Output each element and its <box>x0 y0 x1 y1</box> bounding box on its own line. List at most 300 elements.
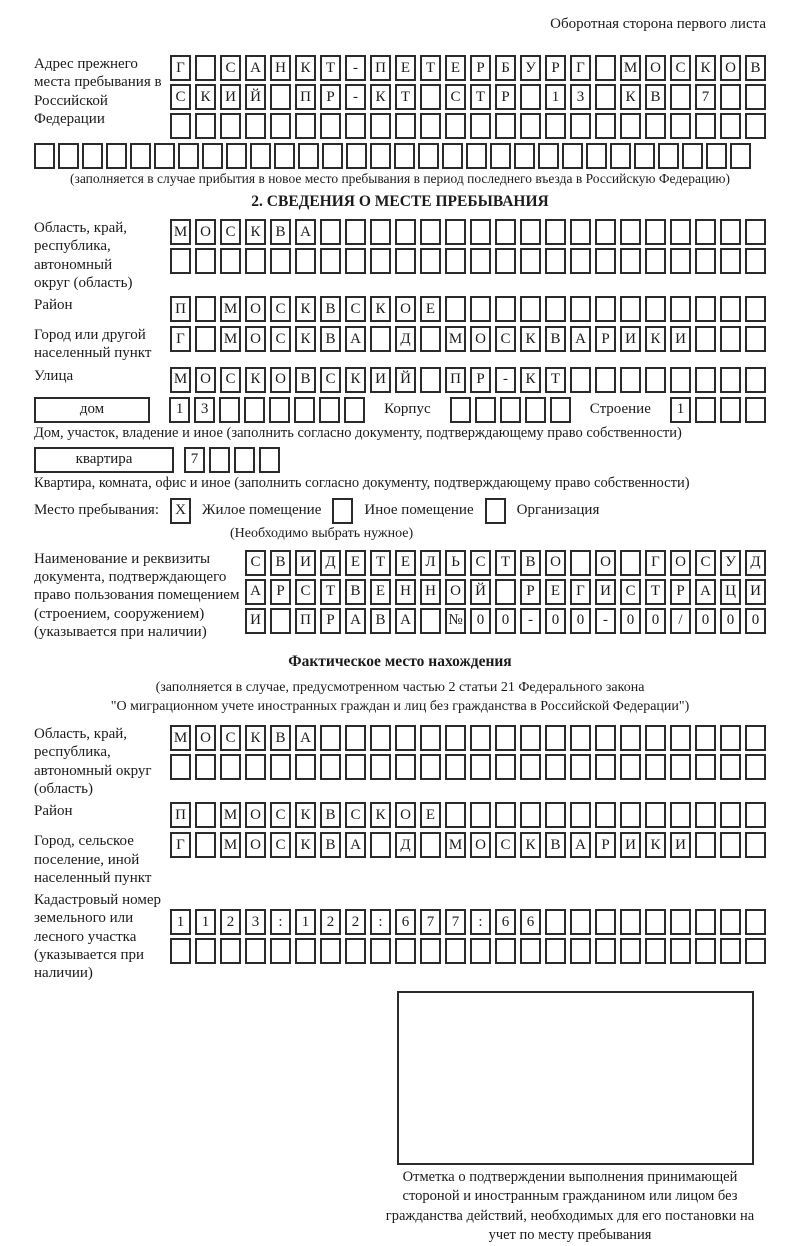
char-cell[interactable] <box>695 938 716 964</box>
char-cell[interactable] <box>514 143 535 169</box>
char-cell[interactable] <box>170 113 191 139</box>
char-cell[interactable]: Г <box>170 326 191 352</box>
char-cell[interactable] <box>298 143 319 169</box>
char-cell[interactable]: С <box>270 326 291 352</box>
char-cell[interactable]: В <box>545 326 566 352</box>
char-cell[interactable]: К <box>645 326 666 352</box>
char-cell[interactable] <box>274 143 295 169</box>
char-cell[interactable]: - <box>345 55 366 81</box>
char-cell[interactable] <box>695 326 716 352</box>
char-cell[interactable]: Е <box>420 296 441 322</box>
char-cell[interactable] <box>195 802 216 828</box>
char-cell[interactable]: С <box>445 84 466 110</box>
char-cell[interactable]: А <box>695 579 716 605</box>
char-cell[interactable] <box>745 248 766 274</box>
char-cell[interactable]: С <box>220 725 241 751</box>
char-cell[interactable] <box>245 248 266 274</box>
char-cell[interactable] <box>620 802 641 828</box>
char-cell[interactable] <box>595 84 616 110</box>
char-cell[interactable]: П <box>370 55 391 81</box>
char-cell[interactable] <box>170 248 191 274</box>
char-cell[interactable]: С <box>220 219 241 245</box>
char-cell[interactable] <box>745 326 766 352</box>
char-cell[interactable] <box>620 754 641 780</box>
char-cell[interactable]: В <box>320 832 341 858</box>
char-cell[interactable] <box>620 725 641 751</box>
char-cell[interactable]: Д <box>395 326 416 352</box>
char-cell[interactable] <box>170 938 191 964</box>
char-cell[interactable]: О <box>195 219 216 245</box>
char-cell[interactable]: Р <box>520 579 541 605</box>
char-cell[interactable] <box>220 754 241 780</box>
char-cell[interactable] <box>545 219 566 245</box>
checkbox-organization[interactable] <box>485 498 506 524</box>
char-cell[interactable]: 6 <box>495 909 516 935</box>
char-cell[interactable] <box>34 143 55 169</box>
char-cell[interactable] <box>670 84 691 110</box>
char-cell[interactable]: К <box>345 367 366 393</box>
char-cell[interactable]: В <box>320 326 341 352</box>
char-cell[interactable] <box>570 113 591 139</box>
char-cell[interactable]: Р <box>670 579 691 605</box>
char-cell[interactable]: Б <box>495 55 516 81</box>
char-cell[interactable] <box>130 143 151 169</box>
char-cell[interactable] <box>245 938 266 964</box>
char-cell[interactable]: 2 <box>220 909 241 935</box>
char-cell[interactable] <box>270 608 291 634</box>
char-cell[interactable]: А <box>295 725 316 751</box>
char-cell[interactable]: : <box>370 909 391 935</box>
char-cell[interactable]: М <box>220 832 241 858</box>
char-cell[interactable]: Г <box>170 832 191 858</box>
char-cell[interactable]: К <box>695 55 716 81</box>
char-cell[interactable] <box>420 754 441 780</box>
char-cell[interactable] <box>370 938 391 964</box>
char-cell[interactable] <box>195 113 216 139</box>
char-cell[interactable]: 0 <box>470 608 491 634</box>
char-cell[interactable]: О <box>270 367 291 393</box>
char-cell[interactable] <box>520 296 541 322</box>
char-cell[interactable] <box>195 55 216 81</box>
char-cell[interactable]: К <box>195 84 216 110</box>
char-cell[interactable] <box>395 938 416 964</box>
char-cell[interactable] <box>320 725 341 751</box>
char-cell[interactable] <box>154 143 175 169</box>
char-cell[interactable] <box>394 143 415 169</box>
char-cell[interactable] <box>270 754 291 780</box>
char-cell[interactable] <box>244 397 265 423</box>
char-cell[interactable] <box>445 938 466 964</box>
char-cell[interactable]: К <box>295 296 316 322</box>
char-cell[interactable] <box>420 608 441 634</box>
char-cell[interactable]: Е <box>345 550 366 576</box>
char-cell[interactable] <box>294 397 315 423</box>
char-cell[interactable] <box>720 84 741 110</box>
char-cell[interactable]: К <box>245 725 266 751</box>
char-cell[interactable] <box>595 938 616 964</box>
char-cell[interactable] <box>370 725 391 751</box>
char-cell[interactable] <box>495 219 516 245</box>
char-cell[interactable]: 6 <box>520 909 541 935</box>
char-cell[interactable] <box>202 143 223 169</box>
char-cell[interactable] <box>658 143 679 169</box>
char-cell[interactable]: В <box>745 55 766 81</box>
char-cell[interactable]: 7 <box>420 909 441 935</box>
char-cell[interactable] <box>320 938 341 964</box>
char-cell[interactable] <box>620 909 641 935</box>
char-cell[interactable] <box>209 447 230 473</box>
char-cell[interactable]: Н <box>395 579 416 605</box>
char-cell[interactable] <box>466 143 487 169</box>
char-cell[interactable]: О <box>595 550 616 576</box>
char-cell[interactable]: Г <box>170 55 191 81</box>
char-cell[interactable] <box>395 725 416 751</box>
char-cell[interactable]: С <box>270 832 291 858</box>
char-cell[interactable]: Й <box>245 84 266 110</box>
char-cell[interactable]: М <box>620 55 641 81</box>
char-cell[interactable] <box>295 938 316 964</box>
char-cell[interactable] <box>370 219 391 245</box>
char-cell[interactable] <box>395 248 416 274</box>
char-cell[interactable] <box>670 725 691 751</box>
char-cell[interactable] <box>420 832 441 858</box>
char-cell[interactable]: Т <box>370 550 391 576</box>
char-cell[interactable] <box>269 397 290 423</box>
char-cell[interactable] <box>495 113 516 139</box>
char-cell[interactable]: Й <box>470 579 491 605</box>
char-cell[interactable] <box>645 296 666 322</box>
char-cell[interactable]: О <box>470 326 491 352</box>
char-cell[interactable] <box>645 248 666 274</box>
char-cell[interactable]: И <box>595 579 616 605</box>
char-cell[interactable]: 3 <box>194 397 215 423</box>
char-cell[interactable] <box>395 219 416 245</box>
char-cell[interactable] <box>270 938 291 964</box>
char-cell[interactable] <box>670 938 691 964</box>
char-cell[interactable] <box>470 248 491 274</box>
char-cell[interactable] <box>720 754 741 780</box>
char-cell[interactable] <box>682 143 703 169</box>
char-cell[interactable]: И <box>370 367 391 393</box>
char-cell[interactable]: 0 <box>570 608 591 634</box>
char-cell[interactable] <box>595 296 616 322</box>
char-cell[interactable]: К <box>620 84 641 110</box>
char-cell[interactable]: В <box>270 550 291 576</box>
char-cell[interactable] <box>220 113 241 139</box>
char-cell[interactable] <box>445 725 466 751</box>
char-cell[interactable] <box>745 754 766 780</box>
char-cell[interactable]: О <box>245 802 266 828</box>
char-cell[interactable] <box>245 754 266 780</box>
char-cell[interactable] <box>420 84 441 110</box>
char-cell[interactable]: А <box>345 326 366 352</box>
char-cell[interactable] <box>220 248 241 274</box>
char-cell[interactable] <box>195 296 216 322</box>
char-cell[interactable] <box>545 938 566 964</box>
char-cell[interactable] <box>595 754 616 780</box>
char-cell[interactable]: Л <box>420 550 441 576</box>
char-cell[interactable] <box>82 143 103 169</box>
char-cell[interactable] <box>610 143 631 169</box>
char-cell[interactable]: В <box>345 579 366 605</box>
char-cell[interactable] <box>745 113 766 139</box>
char-cell[interactable] <box>545 113 566 139</box>
char-cell[interactable] <box>219 397 240 423</box>
char-cell[interactable]: Е <box>395 55 416 81</box>
char-cell[interactable] <box>645 367 666 393</box>
char-cell[interactable] <box>170 754 191 780</box>
char-cell[interactable]: И <box>620 326 641 352</box>
char-cell[interactable]: В <box>270 725 291 751</box>
char-cell[interactable] <box>322 143 343 169</box>
char-cell[interactable] <box>520 248 541 274</box>
char-cell[interactable]: Н <box>420 579 441 605</box>
char-cell[interactable]: К <box>245 219 266 245</box>
char-cell[interactable] <box>670 248 691 274</box>
char-cell[interactable] <box>195 326 216 352</box>
char-cell[interactable]: Т <box>545 367 566 393</box>
char-cell[interactable]: 1 <box>670 397 691 423</box>
char-cell[interactable] <box>645 938 666 964</box>
char-cell[interactable] <box>570 938 591 964</box>
char-cell[interactable]: С <box>270 802 291 828</box>
char-cell[interactable] <box>745 84 766 110</box>
char-cell[interactable] <box>495 754 516 780</box>
char-cell[interactable] <box>445 219 466 245</box>
char-cell[interactable] <box>520 219 541 245</box>
char-cell[interactable] <box>545 248 566 274</box>
char-cell[interactable] <box>570 550 591 576</box>
char-cell[interactable]: К <box>370 84 391 110</box>
char-cell[interactable] <box>720 296 741 322</box>
char-cell[interactable]: С <box>245 550 266 576</box>
char-cell[interactable] <box>470 725 491 751</box>
char-cell[interactable]: С <box>170 84 191 110</box>
char-cell[interactable]: М <box>170 367 191 393</box>
char-cell[interactable]: О <box>245 832 266 858</box>
char-cell[interactable] <box>745 802 766 828</box>
char-cell[interactable] <box>195 938 216 964</box>
char-cell[interactable]: К <box>295 55 316 81</box>
char-cell[interactable] <box>234 447 255 473</box>
char-cell[interactable] <box>420 725 441 751</box>
char-cell[interactable] <box>345 725 366 751</box>
char-cell[interactable]: Н <box>270 55 291 81</box>
char-cell[interactable] <box>620 938 641 964</box>
char-cell[interactable]: Т <box>320 579 341 605</box>
char-cell[interactable] <box>420 219 441 245</box>
char-cell[interactable] <box>720 938 741 964</box>
char-cell[interactable]: 3 <box>245 909 266 935</box>
char-cell[interactable] <box>720 725 741 751</box>
char-cell[interactable] <box>420 938 441 964</box>
char-cell[interactable] <box>420 326 441 352</box>
char-cell[interactable]: С <box>320 367 341 393</box>
char-cell[interactable]: К <box>520 832 541 858</box>
char-cell[interactable]: 7 <box>445 909 466 935</box>
char-cell[interactable] <box>445 113 466 139</box>
char-cell[interactable]: О <box>245 326 266 352</box>
char-cell[interactable] <box>470 113 491 139</box>
char-cell[interactable] <box>595 802 616 828</box>
char-cell[interactable]: А <box>345 832 366 858</box>
char-cell[interactable] <box>745 938 766 964</box>
char-cell[interactable]: 0 <box>720 608 741 634</box>
char-cell[interactable]: 1 <box>195 909 216 935</box>
char-cell[interactable] <box>645 754 666 780</box>
char-cell[interactable]: - <box>595 608 616 634</box>
char-cell[interactable]: 0 <box>545 608 566 634</box>
char-cell[interactable] <box>395 113 416 139</box>
char-cell[interactable]: М <box>220 326 241 352</box>
char-cell[interactable] <box>720 909 741 935</box>
char-cell[interactable] <box>595 725 616 751</box>
char-cell[interactable]: А <box>570 326 591 352</box>
char-cell[interactable]: Д <box>395 832 416 858</box>
char-cell[interactable]: И <box>670 326 691 352</box>
char-cell[interactable]: 3 <box>570 84 591 110</box>
char-cell[interactable]: П <box>170 296 191 322</box>
char-cell[interactable]: И <box>745 579 766 605</box>
char-cell[interactable]: Р <box>270 579 291 605</box>
char-cell[interactable] <box>545 296 566 322</box>
char-cell[interactable] <box>670 367 691 393</box>
char-cell[interactable]: О <box>545 550 566 576</box>
char-cell[interactable] <box>370 326 391 352</box>
char-cell[interactable] <box>745 909 766 935</box>
char-cell[interactable]: О <box>670 550 691 576</box>
char-cell[interactable]: Р <box>470 55 491 81</box>
char-cell[interactable] <box>420 113 441 139</box>
char-cell[interactable] <box>620 219 641 245</box>
char-cell[interactable] <box>370 754 391 780</box>
char-cell[interactable] <box>720 113 741 139</box>
char-cell[interactable]: И <box>295 550 316 576</box>
char-cell[interactable] <box>495 579 516 605</box>
char-cell[interactable] <box>745 832 766 858</box>
char-cell[interactable] <box>586 143 607 169</box>
char-cell[interactable]: О <box>445 579 466 605</box>
char-cell[interactable]: С <box>220 367 241 393</box>
char-cell[interactable] <box>670 219 691 245</box>
char-cell[interactable] <box>520 84 541 110</box>
char-cell[interactable] <box>495 725 516 751</box>
char-cell[interactable] <box>320 754 341 780</box>
char-cell[interactable] <box>570 725 591 751</box>
char-cell[interactable] <box>520 113 541 139</box>
char-cell[interactable]: У <box>520 55 541 81</box>
char-cell[interactable] <box>570 248 591 274</box>
char-cell[interactable] <box>730 143 751 169</box>
char-cell[interactable] <box>595 219 616 245</box>
char-cell[interactable] <box>645 725 666 751</box>
char-cell[interactable] <box>595 367 616 393</box>
char-cell[interactable]: А <box>395 608 416 634</box>
char-cell[interactable]: С <box>670 55 691 81</box>
char-cell[interactable]: 2 <box>320 909 341 935</box>
char-cell[interactable] <box>245 113 266 139</box>
char-cell[interactable] <box>720 326 741 352</box>
char-cell[interactable] <box>470 296 491 322</box>
char-cell[interactable] <box>442 143 463 169</box>
char-cell[interactable] <box>106 143 127 169</box>
char-cell[interactable]: И <box>245 608 266 634</box>
char-cell[interactable]: 0 <box>495 608 516 634</box>
char-cell[interactable]: Е <box>545 579 566 605</box>
char-cell[interactable]: 2 <box>345 909 366 935</box>
char-cell[interactable] <box>695 367 716 393</box>
char-cell[interactable] <box>720 832 741 858</box>
char-cell[interactable] <box>270 113 291 139</box>
char-cell[interactable]: С <box>620 579 641 605</box>
char-cell[interactable]: К <box>295 326 316 352</box>
char-cell[interactable]: Е <box>420 802 441 828</box>
char-cell[interactable]: Д <box>745 550 766 576</box>
char-cell[interactable] <box>695 296 716 322</box>
char-cell[interactable] <box>270 248 291 274</box>
char-cell[interactable] <box>562 143 583 169</box>
char-cell[interactable] <box>695 248 716 274</box>
char-cell[interactable]: Р <box>545 55 566 81</box>
char-cell[interactable] <box>420 367 441 393</box>
char-cell[interactable]: С <box>220 55 241 81</box>
char-cell[interactable]: В <box>545 832 566 858</box>
char-cell[interactable] <box>345 113 366 139</box>
char-cell[interactable] <box>295 754 316 780</box>
char-cell[interactable]: Т <box>320 55 341 81</box>
char-cell[interactable]: В <box>320 802 341 828</box>
char-cell[interactable]: - <box>520 608 541 634</box>
char-cell[interactable]: К <box>645 832 666 858</box>
char-cell[interactable]: М <box>220 296 241 322</box>
char-cell[interactable]: К <box>370 802 391 828</box>
char-cell[interactable]: : <box>470 909 491 935</box>
char-cell[interactable] <box>620 367 641 393</box>
char-cell[interactable] <box>320 248 341 274</box>
char-cell[interactable] <box>520 802 541 828</box>
char-cell[interactable] <box>695 397 716 423</box>
char-cell[interactable] <box>645 802 666 828</box>
char-cell[interactable]: С <box>345 802 366 828</box>
char-cell[interactable] <box>745 296 766 322</box>
char-cell[interactable] <box>545 754 566 780</box>
char-cell[interactable] <box>545 909 566 935</box>
char-cell[interactable] <box>706 143 727 169</box>
char-cell[interactable] <box>570 909 591 935</box>
char-cell[interactable] <box>620 296 641 322</box>
char-cell[interactable] <box>634 143 655 169</box>
char-cell[interactable]: И <box>620 832 641 858</box>
char-cell[interactable] <box>745 725 766 751</box>
char-cell[interactable] <box>495 296 516 322</box>
char-cell[interactable]: И <box>670 832 691 858</box>
char-cell[interactable]: 0 <box>620 608 641 634</box>
char-cell[interactable]: П <box>295 84 316 110</box>
char-cell[interactable]: О <box>195 725 216 751</box>
char-cell[interactable] <box>195 754 216 780</box>
char-cell[interactable] <box>226 143 247 169</box>
char-cell[interactable]: Р <box>320 84 341 110</box>
char-cell[interactable]: № <box>445 608 466 634</box>
char-cell[interactable] <box>178 143 199 169</box>
char-cell[interactable]: С <box>270 296 291 322</box>
char-cell[interactable] <box>570 802 591 828</box>
char-cell[interactable] <box>345 754 366 780</box>
char-cell[interactable]: В <box>320 296 341 322</box>
char-cell[interactable]: Т <box>420 55 441 81</box>
char-cell[interactable]: А <box>295 219 316 245</box>
char-cell[interactable]: С <box>345 296 366 322</box>
